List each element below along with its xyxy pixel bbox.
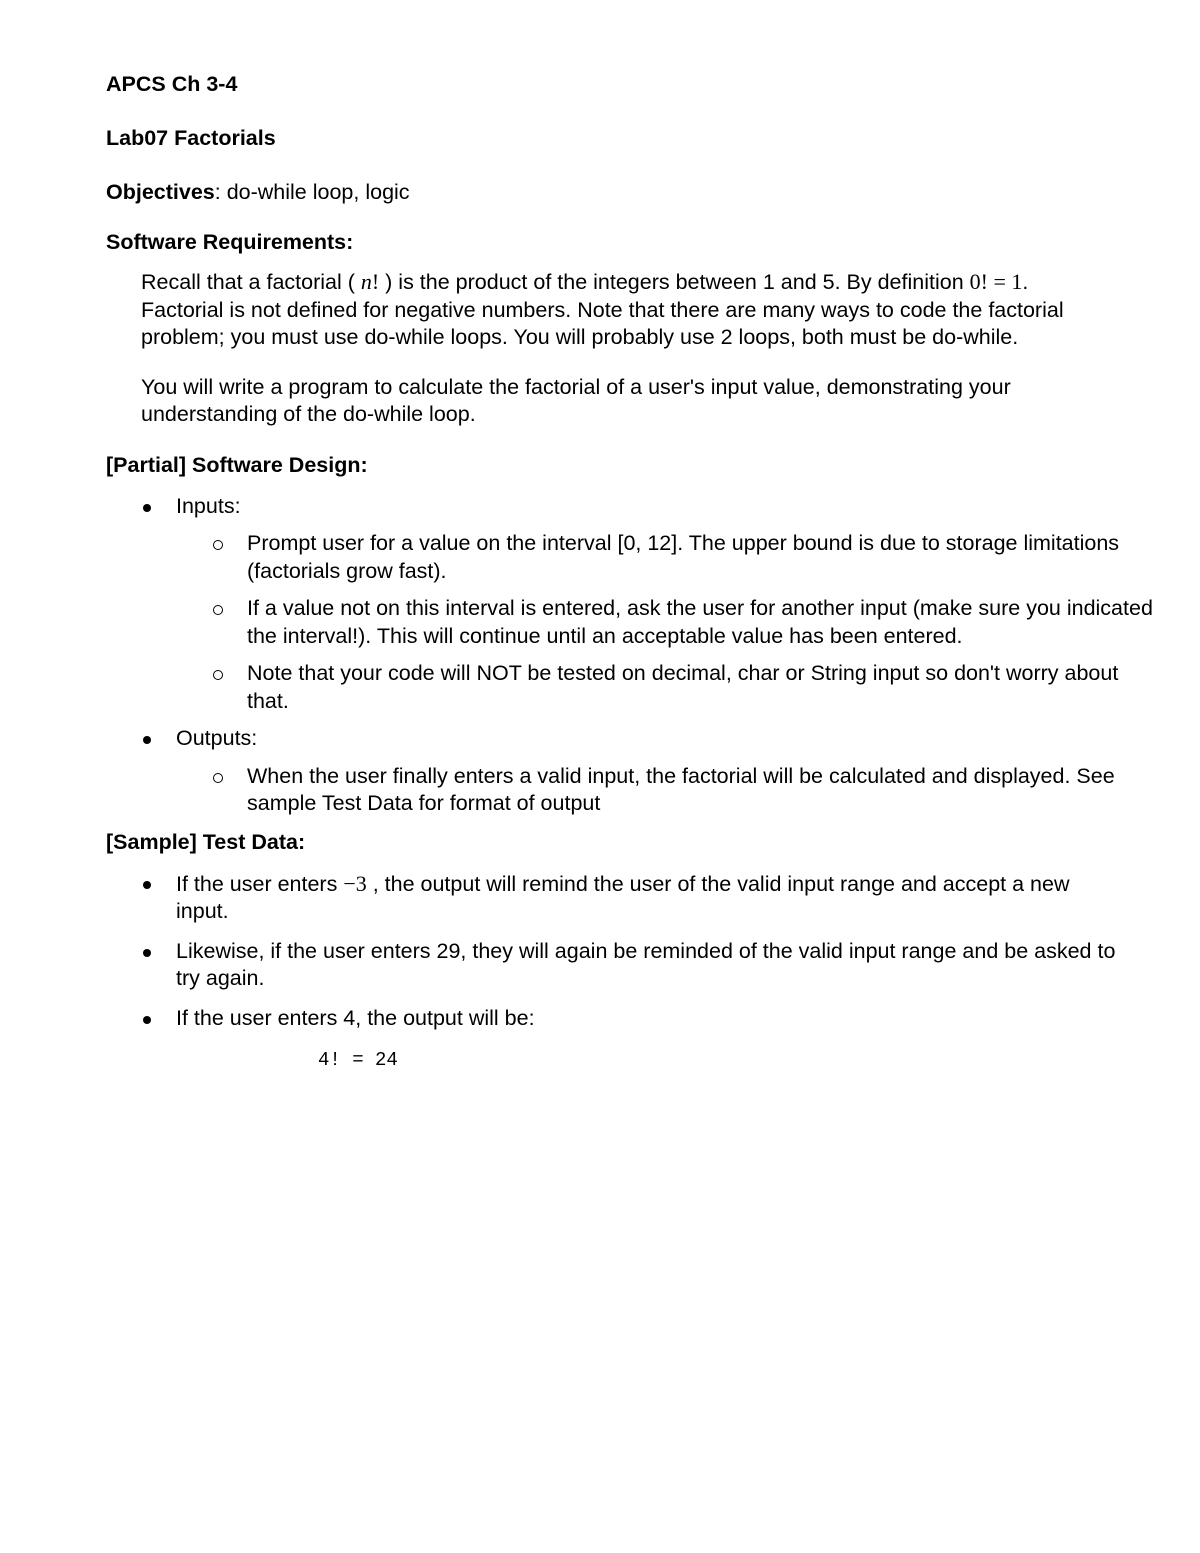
math-bang: ! (371, 269, 380, 294)
bullet-icon (143, 1016, 151, 1024)
outputs-label: Outputs: (176, 726, 258, 750)
test-data-list (106, 870, 1116, 1033)
outputs-sublist (176, 763, 1115, 818)
output-subitem-text: When the user finally enters a valid input, the factorial will be calculated and displayed. See sample Test Data for format of output (247, 763, 1115, 815)
document-page (106, 70, 1153, 1072)
test-item (106, 870, 1126, 926)
lab-title: Lab07 Factorials (106, 126, 276, 150)
bullet-icon (143, 949, 151, 957)
test-text-b: , the output will remind the user of the valid input range and accept a new input. (176, 871, 1070, 923)
input-subitem-text: If a value not on this interval is entered, ask the user for another input (make sure you indicated the interval!). This will continue until an acceptable value has been entered. (247, 596, 1153, 648)
test-text-a: If the user enters (176, 871, 344, 896)
circle-bullet-icon (213, 540, 223, 550)
objectives-text: : do-while loop, logic (214, 180, 410, 204)
test-item (106, 1005, 1126, 1033)
sample-output: 4! = 24 (318, 1049, 398, 1071)
req-text-c: . Factorial is not defined for negative numbers. Note that there are many ways to code the factorial problem; you must use do-while loops. You will probably use 2 loops, both must be do-while. (141, 270, 1064, 349)
test-text: Likewise, if the user enters 29, they will again be reminded of the valid input range and be asked to try again. (176, 938, 1116, 990)
circle-bullet-icon (213, 605, 223, 615)
bullet-icon (143, 881, 151, 889)
factorial-symbol (361, 269, 379, 294)
test-data-heading: [Sample] Test Data: (106, 829, 306, 854)
bullet-icon (143, 504, 151, 512)
requirements-heading: Software Requirements: (106, 230, 354, 254)
input-subitem (176, 530, 1163, 585)
inputs-label: Inputs: (176, 493, 241, 518)
negative-three-math: −3 (343, 870, 367, 896)
circle-bullet-icon (213, 670, 223, 680)
course-title: APCS Ch 3-4 (106, 72, 238, 96)
design-heading: [Partial] Software Design: (106, 452, 368, 477)
zero-factorial-math: 0! = 1 (969, 269, 1023, 294)
requirements-paragraph-2: You will write a program to calculate the factorial of a user's input value, demonstrating your understanding of the do-while loop. (141, 374, 1011, 426)
inputs-sublist (176, 530, 1153, 715)
output-subitem (176, 763, 1163, 818)
inputs-item (106, 493, 1153, 716)
circle-bullet-icon (213, 773, 223, 783)
objectives-line (106, 178, 1106, 206)
input-subitem-text: Note that your code will NOT be tested on decimal, char or String input so don't worry about that. (247, 661, 1119, 713)
math-n: n (360, 269, 372, 294)
objectives-label: Objectives (106, 180, 215, 204)
design-list (106, 493, 1153, 818)
req-text-a: Recall that a factorial ( (141, 270, 361, 294)
input-subitem (176, 595, 1163, 650)
bullet-icon (143, 736, 151, 744)
input-subitem-text: Prompt user for a value on the interval [0, 12]. The upper bound is due to storage limitations (factorials grow fast). (247, 531, 1120, 583)
test-item (106, 938, 1126, 993)
requirements-paragraph-1 (141, 268, 1101, 352)
req-text-b: ) is the product of the integers between 1 and 5. By definition (379, 270, 970, 294)
input-subitem (176, 660, 1163, 715)
test-text: If the user enters 4, the output will be: (176, 1005, 535, 1030)
outputs-item (106, 725, 1115, 818)
